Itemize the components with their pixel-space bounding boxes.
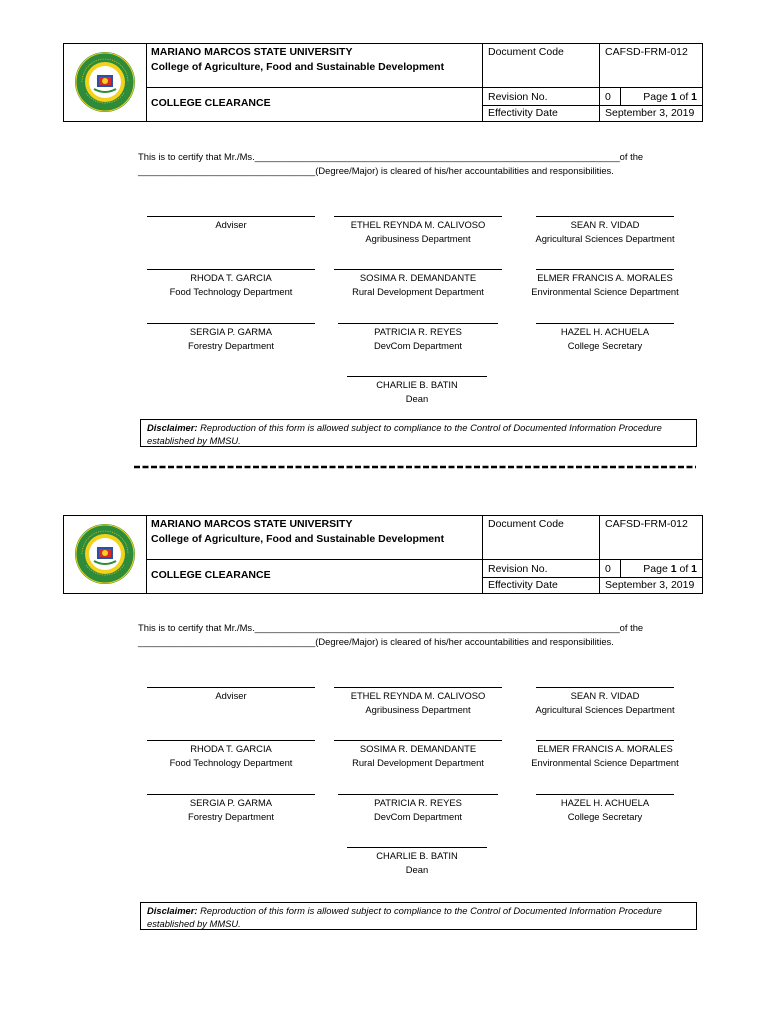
college-name: College of Agriculture, Food and Sustainable Development	[151, 532, 445, 545]
signature-block: ELMER FRANCIS A. MORALES Environmental Science Department	[510, 257, 700, 298]
effectivity-value: September 3, 2019	[605, 107, 695, 119]
logo-cell	[64, 516, 147, 593]
disclaimer-box: Disclaimer: Reproduction of this form is allowed subject to compliance to the Control of Documented Information Procedure established by MMSU.	[140, 419, 697, 447]
signature-block: SERGIA P. GARMA Forestry Department	[136, 311, 326, 352]
doc-code-value: CAFSD-FRM-012	[605, 518, 688, 530]
signature-block: Adviser	[136, 204, 326, 232]
clearance-form-copy-1	[0, 43, 768, 493]
revision-label: Revision No.	[488, 91, 548, 103]
doc-code-label: Document Code	[488, 518, 564, 530]
certification-text: This is to certify that Mr./Ms.______________________________________________________________________of the __________________________________(Degree/Major) is cleared of his/her accountabilities and responsibilities.	[138, 622, 644, 647]
signature-block: Adviser	[136, 675, 326, 703]
revision-value: 0	[605, 91, 611, 103]
college-name: College of Agriculture, Food and Sustainable Development	[151, 60, 445, 73]
signature-block-dean: CHARLIE B. BATIN Dean	[322, 364, 512, 405]
signature-block: SOSIMA R. DEMANDANTE Rural Development Department	[323, 728, 513, 769]
form-title: COLLEGE CLEARANCE	[151, 569, 271, 581]
certification-text: This is to certify that Mr./Ms.______________________________________________________________________of the __________________________________(Degree/Major) is cleared of his/her accountabilities and responsibilities.	[138, 151, 644, 176]
university-name: MARIANO MARCOS STATE UNIVERSITY	[151, 46, 353, 58]
effectivity-label: Effectivity Date	[488, 579, 558, 591]
logo-cell	[64, 44, 147, 121]
effectivity-label: Effectivity Date	[488, 107, 558, 119]
cut-line	[134, 463, 696, 471]
signature-block: HAZEL H. ACHUELA College Secretary	[510, 782, 700, 823]
clearance-form-copy-2	[0, 515, 768, 965]
university-seal-icon	[74, 523, 136, 585]
signature-block: ELMER FRANCIS A. MORALES Environmental Science Department	[510, 728, 700, 769]
signature-block: HAZEL H. ACHUELA College Secretary	[510, 311, 700, 352]
form-header	[63, 43, 703, 122]
signature-block-dean: CHARLIE B. BATIN Dean	[322, 835, 512, 876]
page-indicator: Page 1 of 1	[643, 91, 697, 103]
signature-block: PATRICIA R. REYES DevCom Department	[323, 782, 513, 823]
signature-block: PATRICIA R. REYES DevCom Department	[323, 311, 513, 352]
signature-block: RHODA T. GARCIA Food Technology Department	[136, 257, 326, 298]
signature-block: ETHEL REYNDA M. CALIVOSO Agribusiness Department	[323, 204, 513, 245]
university-name: MARIANO MARCOS STATE UNIVERSITY	[151, 518, 353, 530]
effectivity-value: September 3, 2019	[605, 579, 695, 591]
signature-block: SERGIA P. GARMA Forestry Department	[136, 782, 326, 823]
university-cell	[146, 44, 483, 121]
page-indicator: Page 1 of 1	[643, 563, 697, 575]
signature-block: SEAN R. VIDAD Agricultural Sciences Department	[510, 204, 700, 245]
university-seal-icon	[74, 51, 136, 113]
revision-label: Revision No.	[488, 563, 548, 575]
signature-block: ETHEL REYNDA M. CALIVOSO Agribusiness Department	[323, 675, 513, 716]
disclaimer-box: Disclaimer: Reproduction of this form is allowed subject to compliance to the Control of Documented Information Procedure established by MMSU.	[140, 902, 697, 930]
signature-block: RHODA T. GARCIA Food Technology Department	[136, 728, 326, 769]
form-header	[63, 515, 703, 594]
university-cell	[146, 516, 483, 593]
doc-code-label: Document Code	[488, 46, 564, 58]
form-title: COLLEGE CLEARANCE	[151, 97, 271, 109]
signature-block: SEAN R. VIDAD Agricultural Sciences Department	[510, 675, 700, 716]
signature-block: SOSIMA R. DEMANDANTE Rural Development Department	[323, 257, 513, 298]
doc-code-value: CAFSD-FRM-012	[605, 46, 688, 58]
revision-value: 0	[605, 563, 611, 575]
